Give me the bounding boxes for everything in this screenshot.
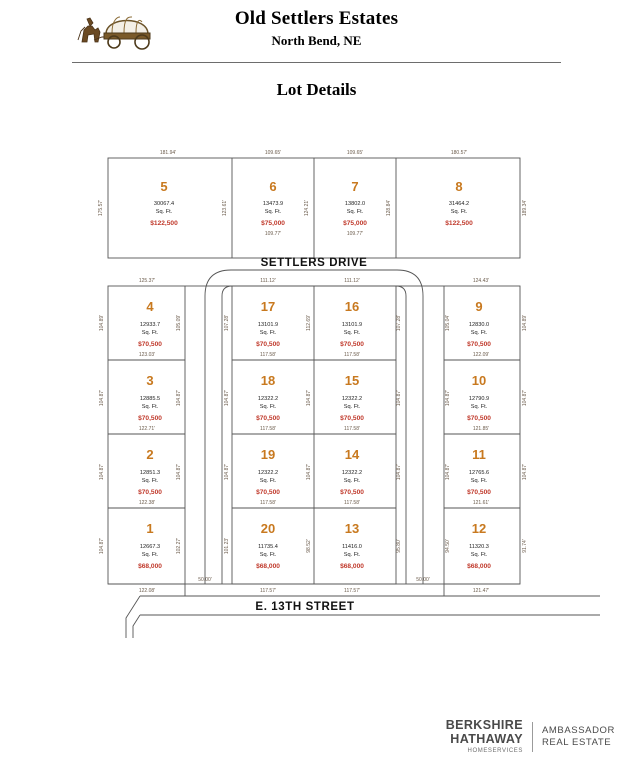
svg-text:Sq. Ft.: Sq. Ft. [470, 552, 488, 558]
svg-text:11: 11 [472, 447, 486, 462]
svg-text:7: 7 [351, 179, 359, 194]
svg-text:$70,500: $70,500 [467, 341, 491, 348]
brand-line-1: BERKSHIRE [445, 718, 523, 733]
lot-4 [138, 299, 162, 348]
svg-text:$122,500: $122,500 [445, 220, 473, 227]
dim-r2-c2: 104.87' [306, 463, 312, 481]
svg-text:31464.2: 31464.2 [448, 201, 470, 207]
dim-r3-c1: 104.87' [224, 389, 230, 407]
header-divider [72, 62, 561, 63]
svg-text:12765.6: 12765.6 [468, 470, 490, 476]
dim-r4-leftout: 104.89' [99, 314, 105, 332]
svg-text:11320.3: 11320.3 [469, 544, 489, 550]
svg-text:2: 2 [146, 447, 154, 462]
svg-text:12667.3: 12667.3 [139, 544, 161, 550]
svg-text:18: 18 [260, 373, 276, 388]
lot-15 [340, 373, 364, 422]
dim-r4-leftin: 105.09' [176, 314, 182, 332]
lot-20 [256, 521, 280, 570]
section-title: Lot Details [276, 80, 357, 99]
dim-bottom-6: 109.77' [264, 231, 282, 237]
dim-r2-left: 122.71' [138, 426, 156, 432]
svg-text:Sq. Ft.: Sq. Ft. [343, 478, 361, 484]
svg-text:$75,000: $75,000 [343, 220, 367, 227]
svg-text:Sq. Ft.: Sq. Ft. [450, 209, 468, 215]
svg-text:Sq. Ft.: Sq. Ft. [141, 552, 159, 558]
dim-r1-leftin: 102.27' [176, 537, 182, 555]
dim-side-5r: 123.61' [222, 199, 228, 217]
dim-bot-left: 122.08' [138, 588, 156, 594]
svg-text:$68,000: $68,000 [467, 563, 491, 570]
svg-text:$70,500: $70,500 [340, 489, 364, 496]
lot-1 [138, 521, 162, 570]
svg-text:Sq. Ft.: Sq. Ft. [470, 404, 488, 410]
dim-r3-leftin: 104.87' [176, 389, 182, 407]
brand-divider [532, 722, 533, 752]
svg-text:$70,500: $70,500 [138, 415, 162, 422]
page-header [0, 0, 633, 99]
svg-text:12885.5: 12885.5 [139, 396, 161, 402]
dim-r2-c3: 104.87' [396, 463, 402, 481]
brand-line-2: HATHAWAY [450, 731, 523, 746]
dim-bot-midl: 117.57' [260, 588, 276, 594]
dim-r2-c1: 104.87' [224, 463, 230, 481]
svg-text:15: 15 [344, 373, 360, 388]
svg-text:9: 9 [475, 299, 483, 314]
dim-r4-midline-l: 107.28' [224, 314, 230, 332]
dim-side-5l: 175.57' [98, 199, 104, 217]
svg-text:12322.2: 12322.2 [341, 396, 363, 402]
svg-text:13473.9: 13473.9 [262, 201, 284, 207]
svg-text:12933.7: 12933.7 [139, 322, 161, 328]
svg-text:$70,500: $70,500 [467, 415, 491, 422]
dim-r1-leftout: 104.87' [99, 537, 105, 555]
dim-side-6r: 124.21' [304, 199, 310, 217]
svg-text:13: 13 [344, 521, 360, 536]
svg-text:Sq. Ft.: Sq. Ft. [343, 330, 361, 336]
affiliate-line-2: REAL ESTATE [541, 736, 612, 748]
page-subtitle: North Bend, NE [271, 33, 362, 48]
svg-text:Sq. Ft.: Sq. Ft. [343, 552, 361, 558]
street-label-e-13th-street: E. 13TH STREET [255, 601, 355, 613]
dim-r3-midl: 117.58' [260, 352, 276, 358]
dim-r4-midl: 111.12' [260, 278, 276, 284]
svg-text:11735.4: 11735.4 [258, 544, 278, 550]
dim-bottom-7: 109.77' [346, 231, 364, 237]
svg-text:12851.3: 12851.3 [139, 470, 161, 476]
svg-text:$70,500: $70,500 [467, 489, 491, 496]
dim-r2-rightin: 104.87' [445, 463, 451, 481]
dim-r3-leftout: 104.87' [99, 389, 105, 407]
plat-drawing [0, 118, 633, 678]
page-title: Old Settlers Estates [234, 8, 399, 29]
dim-r1-midl: 117.58' [260, 500, 276, 506]
svg-text:Sq. Ft.: Sq. Ft. [470, 330, 488, 336]
dim-bot-right: 121.47' [472, 588, 490, 594]
svg-text:5: 5 [160, 179, 168, 194]
lot-10 [467, 373, 491, 422]
svg-text:$70,500: $70,500 [138, 489, 162, 496]
dim-r1-c3: 95.80' [396, 539, 402, 553]
lot-9 [467, 299, 491, 348]
svg-text:17: 17 [260, 299, 276, 314]
lot-17 [256, 299, 280, 348]
dim-r1-left: 122.38' [138, 500, 156, 506]
svg-text:Sq. Ft.: Sq. Ft. [259, 330, 277, 336]
dim-r4-midline-c: 112.69' [306, 315, 312, 331]
svg-text:8: 8 [455, 179, 463, 194]
lot-5 [150, 179, 178, 227]
dim-r4-right: 124.43' [472, 278, 490, 284]
dim-r4-midr: 111.12' [344, 278, 360, 284]
dim-r1-c1: 101.23' [224, 537, 230, 555]
dim-r1-rightout: 91.74' [522, 539, 528, 553]
lot-3 [138, 373, 162, 422]
svg-text:Sq. Ft.: Sq. Ft. [141, 478, 159, 484]
affiliate-line-1: AMBASSADOR [541, 724, 615, 736]
dim-r1-rightin: 94.50' [445, 539, 451, 553]
svg-text:4: 4 [146, 299, 154, 314]
svg-text:12: 12 [471, 521, 487, 536]
dim-top-2: 109.65' [264, 150, 282, 156]
svg-text:$68,000: $68,000 [340, 563, 364, 570]
dim-top-1: 181.94' [159, 150, 177, 156]
brand-footer [446, 719, 615, 754]
svg-text:Sq. Ft.: Sq. Ft. [259, 404, 277, 410]
dim-r3-c2: 104.87' [306, 389, 312, 407]
lot-19 [256, 447, 280, 496]
dim-r2-midl: 117.58' [260, 426, 276, 432]
dim-r2-right: 121.85' [472, 426, 490, 432]
lot-13 [340, 521, 364, 570]
dim-r3-c3: 104.87' [396, 389, 402, 407]
svg-text:Sq. Ft.: Sq. Ft. [259, 552, 277, 558]
svg-text:20: 20 [260, 521, 276, 536]
svg-text:11416.0: 11416.0 [342, 544, 362, 550]
svg-text:$70,500: $70,500 [340, 415, 364, 422]
lot-14 [340, 447, 364, 496]
svg-text:30067.4: 30067.4 [153, 201, 175, 207]
svg-text:Sq. Ft.: Sq. Ft. [141, 330, 159, 336]
street-label-settlers-drive: SETTLERS DRIVE [260, 257, 368, 269]
dim-r4-midline-r: 107.28' [396, 314, 402, 332]
svg-text:$68,000: $68,000 [138, 563, 162, 570]
svg-text:$70,500: $70,500 [340, 341, 364, 348]
dim-side-8r: 189.34' [522, 199, 528, 217]
svg-text:$70,500: $70,500 [256, 341, 280, 348]
svg-text:$70,500: $70,500 [256, 415, 280, 422]
dim-r3-rightin: 104.87' [445, 389, 451, 407]
lot-2 [138, 447, 162, 496]
dim-r2-midr: 117.58' [344, 426, 360, 432]
dim-r3-right: 122.09' [472, 352, 490, 358]
svg-text:Sq. Ft.: Sq. Ft. [264, 209, 282, 215]
svg-text:Sq. Ft.: Sq. Ft. [343, 404, 361, 410]
svg-text:19: 19 [260, 447, 276, 462]
svg-text:6: 6 [269, 179, 277, 194]
dim-stub-left: 50.00' [198, 577, 212, 583]
svg-text:13802.0: 13802.0 [344, 201, 366, 207]
dim-r2-rightout: 104.87' [522, 463, 528, 481]
dim-top-3: 109.65' [346, 150, 364, 156]
svg-text:$68,000: $68,000 [256, 563, 280, 570]
dim-r4-rightout: 104.89' [522, 314, 528, 332]
dim-side-7r: 128.84' [386, 199, 392, 217]
dim-r1-c2: 98.52' [306, 539, 312, 553]
svg-text:12322.2: 12322.2 [257, 470, 279, 476]
dim-r3-rightout: 104.87' [522, 389, 528, 407]
lot-11 [467, 447, 491, 496]
dim-stub-right: 50.00' [416, 577, 430, 583]
svg-text:13101.9: 13101.9 [341, 322, 363, 328]
dim-r4-left: 125.37' [138, 278, 156, 284]
lot-12 [467, 521, 491, 570]
svg-text:1: 1 [146, 521, 154, 536]
svg-text:$75,000: $75,000 [261, 220, 285, 227]
svg-text:16: 16 [344, 299, 360, 314]
svg-text:12322.2: 12322.2 [257, 396, 279, 402]
svg-text:Sq. Ft.: Sq. Ft. [470, 478, 488, 484]
svg-text:3: 3 [146, 373, 154, 388]
svg-text:12830.0: 12830.0 [468, 322, 490, 328]
svg-text:13101.9: 13101.9 [257, 322, 279, 328]
dim-top-4: 180.57' [450, 150, 468, 156]
dim-r3-left: 123.03' [138, 352, 156, 358]
dim-bot-midr: 117.57' [344, 588, 360, 594]
dim-r3-midr: 117.58' [344, 352, 360, 358]
brand-line-3: HOMESERVICES [467, 747, 523, 754]
lot-7 [343, 179, 367, 227]
dim-r1-right: 121.61' [472, 500, 490, 506]
svg-text:Sq. Ft.: Sq. Ft. [259, 478, 277, 484]
svg-text:12790.9: 12790.9 [468, 396, 490, 402]
lot-18 [256, 373, 280, 422]
svg-text:14: 14 [344, 447, 360, 462]
dim-r2-leftout: 104.87' [99, 463, 105, 481]
svg-text:Sq. Ft.: Sq. Ft. [346, 209, 364, 215]
svg-text:Sq. Ft.: Sq. Ft. [141, 404, 159, 410]
svg-text:12322.2: 12322.2 [341, 470, 363, 476]
lot-8 [445, 179, 473, 227]
dim-r4-rightin: 105.04' [445, 314, 451, 332]
lot-6 [261, 179, 285, 227]
svg-text:10: 10 [471, 373, 487, 388]
svg-text:$122,500: $122,500 [150, 220, 178, 227]
lot-16 [340, 299, 364, 348]
svg-text:$70,500: $70,500 [138, 341, 162, 348]
svg-text:$70,500: $70,500 [256, 489, 280, 496]
dim-r2-leftin: 104.87' [176, 463, 182, 481]
plat-map [0, 118, 633, 678]
dim-r1-midr: 117.58' [344, 500, 360, 506]
svg-text:Sq. Ft.: Sq. Ft. [155, 209, 173, 215]
